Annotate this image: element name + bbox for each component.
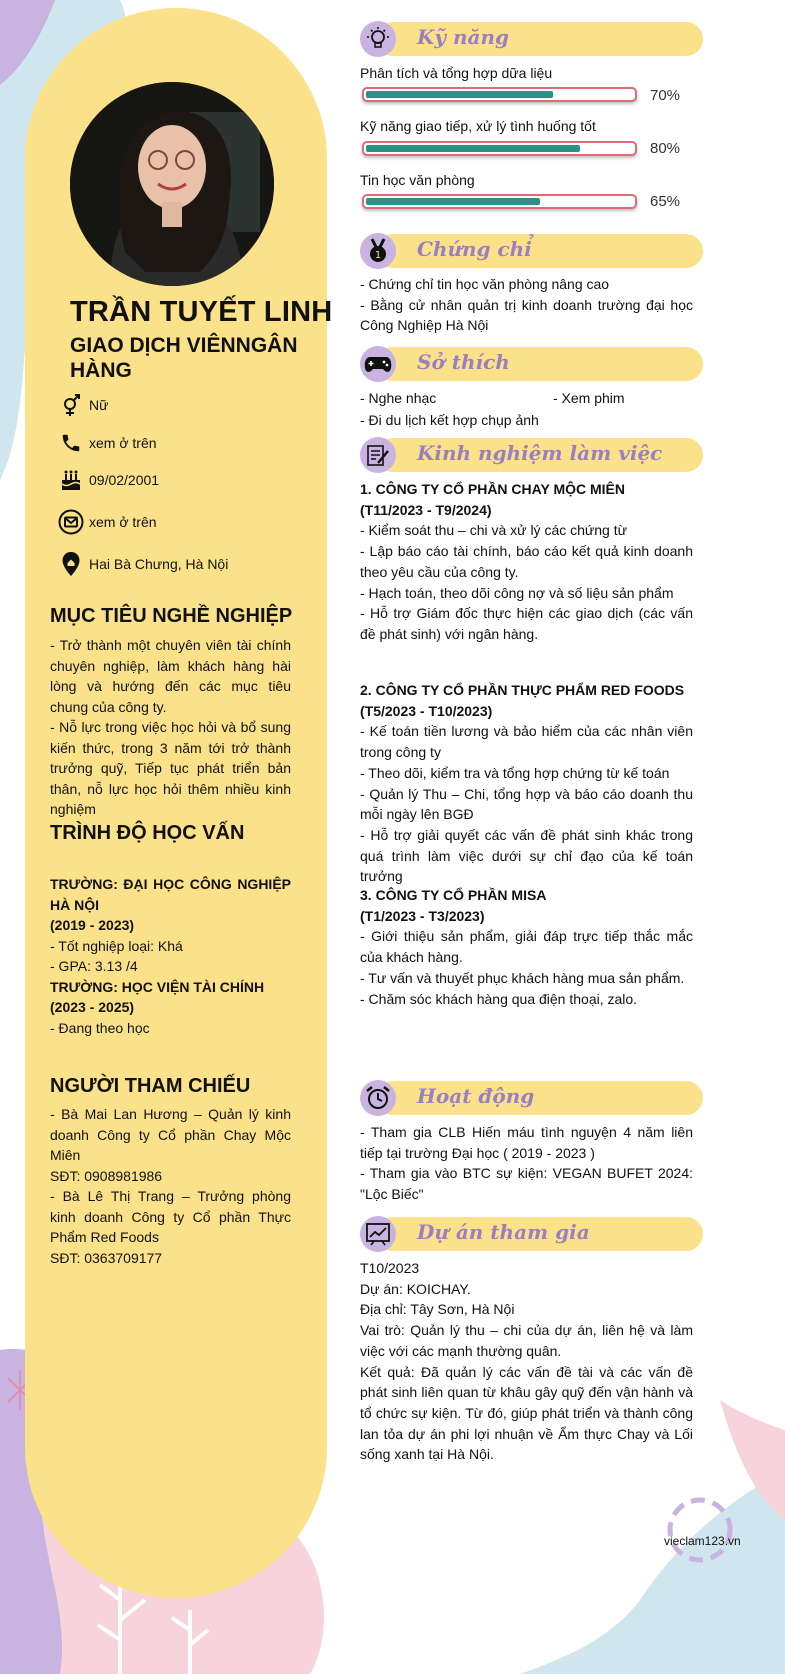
activities-text: [360, 1122, 693, 1205]
school-period: (2023 - 2025): [50, 999, 135, 1015]
certificates-title: Chứng chỉ: [417, 237, 532, 261]
project-result: Kết quả: Đã quản lý các vấn đề tài và các vấn đề phát sinh liên quan từ khâu gây quỹ đến vận hành và tổ chức sự kiện. Từ đó, giúp phát triển và thành công lan tỏa dự án phi lợi nhuận về Ẩm thực Chay và Lối sống xanh tại Hà Nội.: [360, 1363, 693, 1463]
location-pin-icon: [58, 551, 84, 577]
address-row: [58, 549, 228, 579]
skill-percent: 65%: [650, 193, 681, 210]
reference-phone: SĐT: 0908981986: [50, 1167, 163, 1184]
education-detail: - Đang theo học: [50, 1019, 150, 1036]
education-title: TRÌNH ĐỘ HỌC VẤN: [50, 822, 245, 844]
job-task: - Quản lý Thu – Chi, tổng hợp và báo cáo doanh thu mỗi ngày lên BGĐ: [360, 785, 693, 823]
experience-job-2: [360, 680, 693, 887]
experience-job-3: [360, 885, 693, 1009]
school-name: TRƯỜNG: HỌC VIỆN TÀI CHÍNH: [50, 978, 265, 995]
job-title: GIAO DỊCH VIÊNNGÂN HÀNG: [70, 334, 298, 382]
skill-bar: [362, 194, 637, 209]
projects-header: [360, 1217, 703, 1251]
avatar: [70, 82, 274, 286]
activity-item: - Tham gia CLB Hiến máu tình nguyện 4 năm liên tiếp tại trường Đại học ( 2019 - 2023 ): [360, 1124, 693, 1161]
activities-header: [360, 1081, 703, 1115]
project-location: Địa chỉ: Tây Sơn, Hà Nội: [360, 1301, 515, 1318]
education-detail: - GPA: 3.13 /4: [50, 958, 138, 974]
skill-bar: [362, 87, 637, 102]
job-task: - Hỗ trợ giải quyết các vấn đề phát sinh khác trong quá trình làm việc dưới sự chỉ đạo của kế toán trưởng: [360, 826, 693, 885]
education-text: [50, 874, 291, 1038]
skill-name: Kỹ năng giao tiếp, xử lý tình huống tốt: [360, 118, 596, 134]
chart-board-icon: [360, 1216, 396, 1252]
school-period: (2019 - 2023): [50, 917, 135, 933]
skill-bar-fill: [366, 145, 580, 152]
medal-icon: [360, 233, 396, 269]
job-period: (T1/2023 - T3/2023): [360, 907, 485, 924]
skill-name: Phân tích và tổng hợp dữa liệu: [360, 65, 553, 81]
project-date: T10/2023: [360, 1260, 420, 1276]
phone-row: [58, 428, 157, 458]
skill-bar: [362, 141, 637, 156]
activity-item: - Tham gia vào BTC sự kiện: VEGAN BUFET 2024: "Lộc Biếc": [360, 1165, 693, 1203]
experience-title: Kinh nghiệm làm việc: [417, 441, 663, 465]
company-name: 1. CÔNG TY CỔ PHẦN CHAY MỘC MIÊN: [360, 481, 626, 497]
company-name: 3. CÔNG TY CỔ PHẦN MISA: [360, 887, 547, 903]
job-period: (T5/2023 - T10/2023): [360, 702, 493, 719]
candidate-name: TRẦN TUYẾT LINH: [70, 296, 333, 328]
avatar-photo-icon: [70, 82, 274, 286]
phone-value: xem ở trên: [89, 435, 157, 451]
skill-bar-fill: [366, 91, 553, 98]
gamepad-icon: [360, 346, 396, 382]
job-task: - Giới thiệu sản phẩm, giải đáp trực tiếp thắc mắc của khách hàng.: [360, 928, 693, 966]
email-row: [58, 507, 157, 537]
job-task: - Kiểm soát thu – chi và xử lý các chứng từ: [360, 522, 627, 539]
skill-percent: 80%: [650, 140, 681, 157]
job-period: (T11/2023 - T9/2024): [360, 501, 492, 518]
hobbies-header: [360, 347, 703, 381]
job-task: - Kế toán tiền lương và bảo hiểm của các nhân viên trong công ty: [360, 723, 693, 761]
alarm-clock-icon: [360, 1080, 396, 1116]
hobby-item: - Nghe nhạc: [360, 390, 437, 406]
school-name: TRƯỜNG: ĐẠI HỌC CÔNG NGHIỆP HÀ NỘI: [50, 876, 291, 913]
skill-bar-fill: [366, 198, 540, 205]
gender-value: Nữ: [89, 397, 109, 413]
objective-line: - Trở thành một chuyên viên tài chính chuyên nghiệp, làm khách hàng hài lòng và hướng đến các mục tiêu chung của công ty.: [50, 637, 291, 715]
activities-title: Hoạt động: [417, 1084, 535, 1108]
company-name: 2. CÔNG TY CỔ PHẦN THỰC PHẨM RED FOODS: [360, 682, 685, 698]
birthday-row: [58, 465, 159, 495]
email-value: xem ở trên: [89, 514, 157, 530]
hobby-item: - Xem phim: [553, 390, 625, 406]
job-task: - Hỗ trợ Giám đốc thực hiện các giao dịch (các vấn đề phát sinh) với ngân hàng.: [360, 605, 693, 642]
job-task: - Tư vấn và thuyết phục khách hàng mua sản phẩm.: [360, 969, 685, 986]
project-role: Vai trò: Quản lý thu – chi của dự án, liên hệ và làm việc với các mạnh thường quân.: [360, 1322, 693, 1359]
reference-entry: - Bà Lê Thị Trang – Trưởng phòng kinh doanh Công ty Cổ phần Thực Phẩm Red Foods: [50, 1188, 291, 1245]
projects-text: [360, 1258, 693, 1465]
skill-name: Tin học văn phòng: [360, 172, 475, 188]
job-task: - Theo dõi, kiểm tra và tổng hợp chứng từ kế toán: [360, 764, 670, 781]
certificates-header: [360, 234, 703, 268]
experience-job-1: [360, 479, 693, 645]
hobby-item: - Đi du lịch kết hợp chụp ảnh: [360, 412, 539, 428]
skills-header: [360, 22, 703, 56]
job-task: - Chăm sóc khách hàng qua điện thoại, zalo.: [360, 990, 638, 1007]
gender-icon: [58, 392, 84, 418]
birthday-cake-icon: [58, 467, 84, 493]
objective-text: [50, 635, 291, 820]
references-text: [50, 1104, 291, 1268]
objective-line: - Nỗ lực trong việc học hỏi và bổ sung kiến thức, trong 3 năm tới trở thành trưởng quỹ, Tiếp tục phát triển bản thân, nỗ lực học hỏi thêm nhiều kinh nghiệm: [50, 719, 291, 817]
job-task: - Lập báo cáo tài chính, báo cáo kết quả kinh doanh theo yêu cầu của công ty.: [360, 543, 693, 580]
projects-title: Dự án tham gia: [417, 1220, 590, 1244]
contract-signing-icon: [360, 437, 396, 473]
certificates-text: [360, 274, 693, 336]
phone-icon: [58, 430, 84, 456]
svg-text:1: 1: [374, 250, 382, 261]
experience-header: [360, 438, 703, 472]
objective-title: MỤC TIÊU NGHỀ NGHIỆP: [50, 605, 293, 627]
lightbulb-icon: [360, 21, 396, 57]
job-task: - Hạch toán, theo dõi công nợ và số liệu sản phẩm: [360, 584, 674, 601]
birthday-value: 09/02/2001: [89, 472, 160, 488]
blue-blob-bottom-right: [520, 1470, 785, 1674]
project-name: Dự án: KOICHAY.: [360, 1280, 471, 1297]
references-title: NGƯỜI THAM CHIẾU: [50, 1075, 251, 1097]
certificate-item: - Chứng chỉ tin học văn phòng nâng cao: [360, 276, 610, 292]
gender-row: [58, 390, 108, 420]
email-icon: [58, 509, 84, 535]
certificate-item: - Bằng cử nhân quản trị kinh doanh trường đại học Công Nghiệp Hà Nội: [360, 296, 693, 334]
skill-percent: 70%: [650, 87, 681, 104]
reference-entry: - Bà Mai Lan Hương – Quản lý kinh doanh Công ty Cổ phần Chay Mộc Miên: [50, 1106, 291, 1163]
skills-title: Kỹ năng: [417, 25, 509, 49]
address-value: Hai Bà Chưng, Hà Nội: [89, 556, 229, 572]
education-detail: - Tốt nghiệp loại: Khá: [50, 937, 183, 954]
hobbies-title: Sở thích: [417, 350, 510, 374]
reference-phone: SĐT: 0363709177: [50, 1249, 163, 1266]
site-watermark: vieclam123.vn: [664, 1534, 741, 1548]
